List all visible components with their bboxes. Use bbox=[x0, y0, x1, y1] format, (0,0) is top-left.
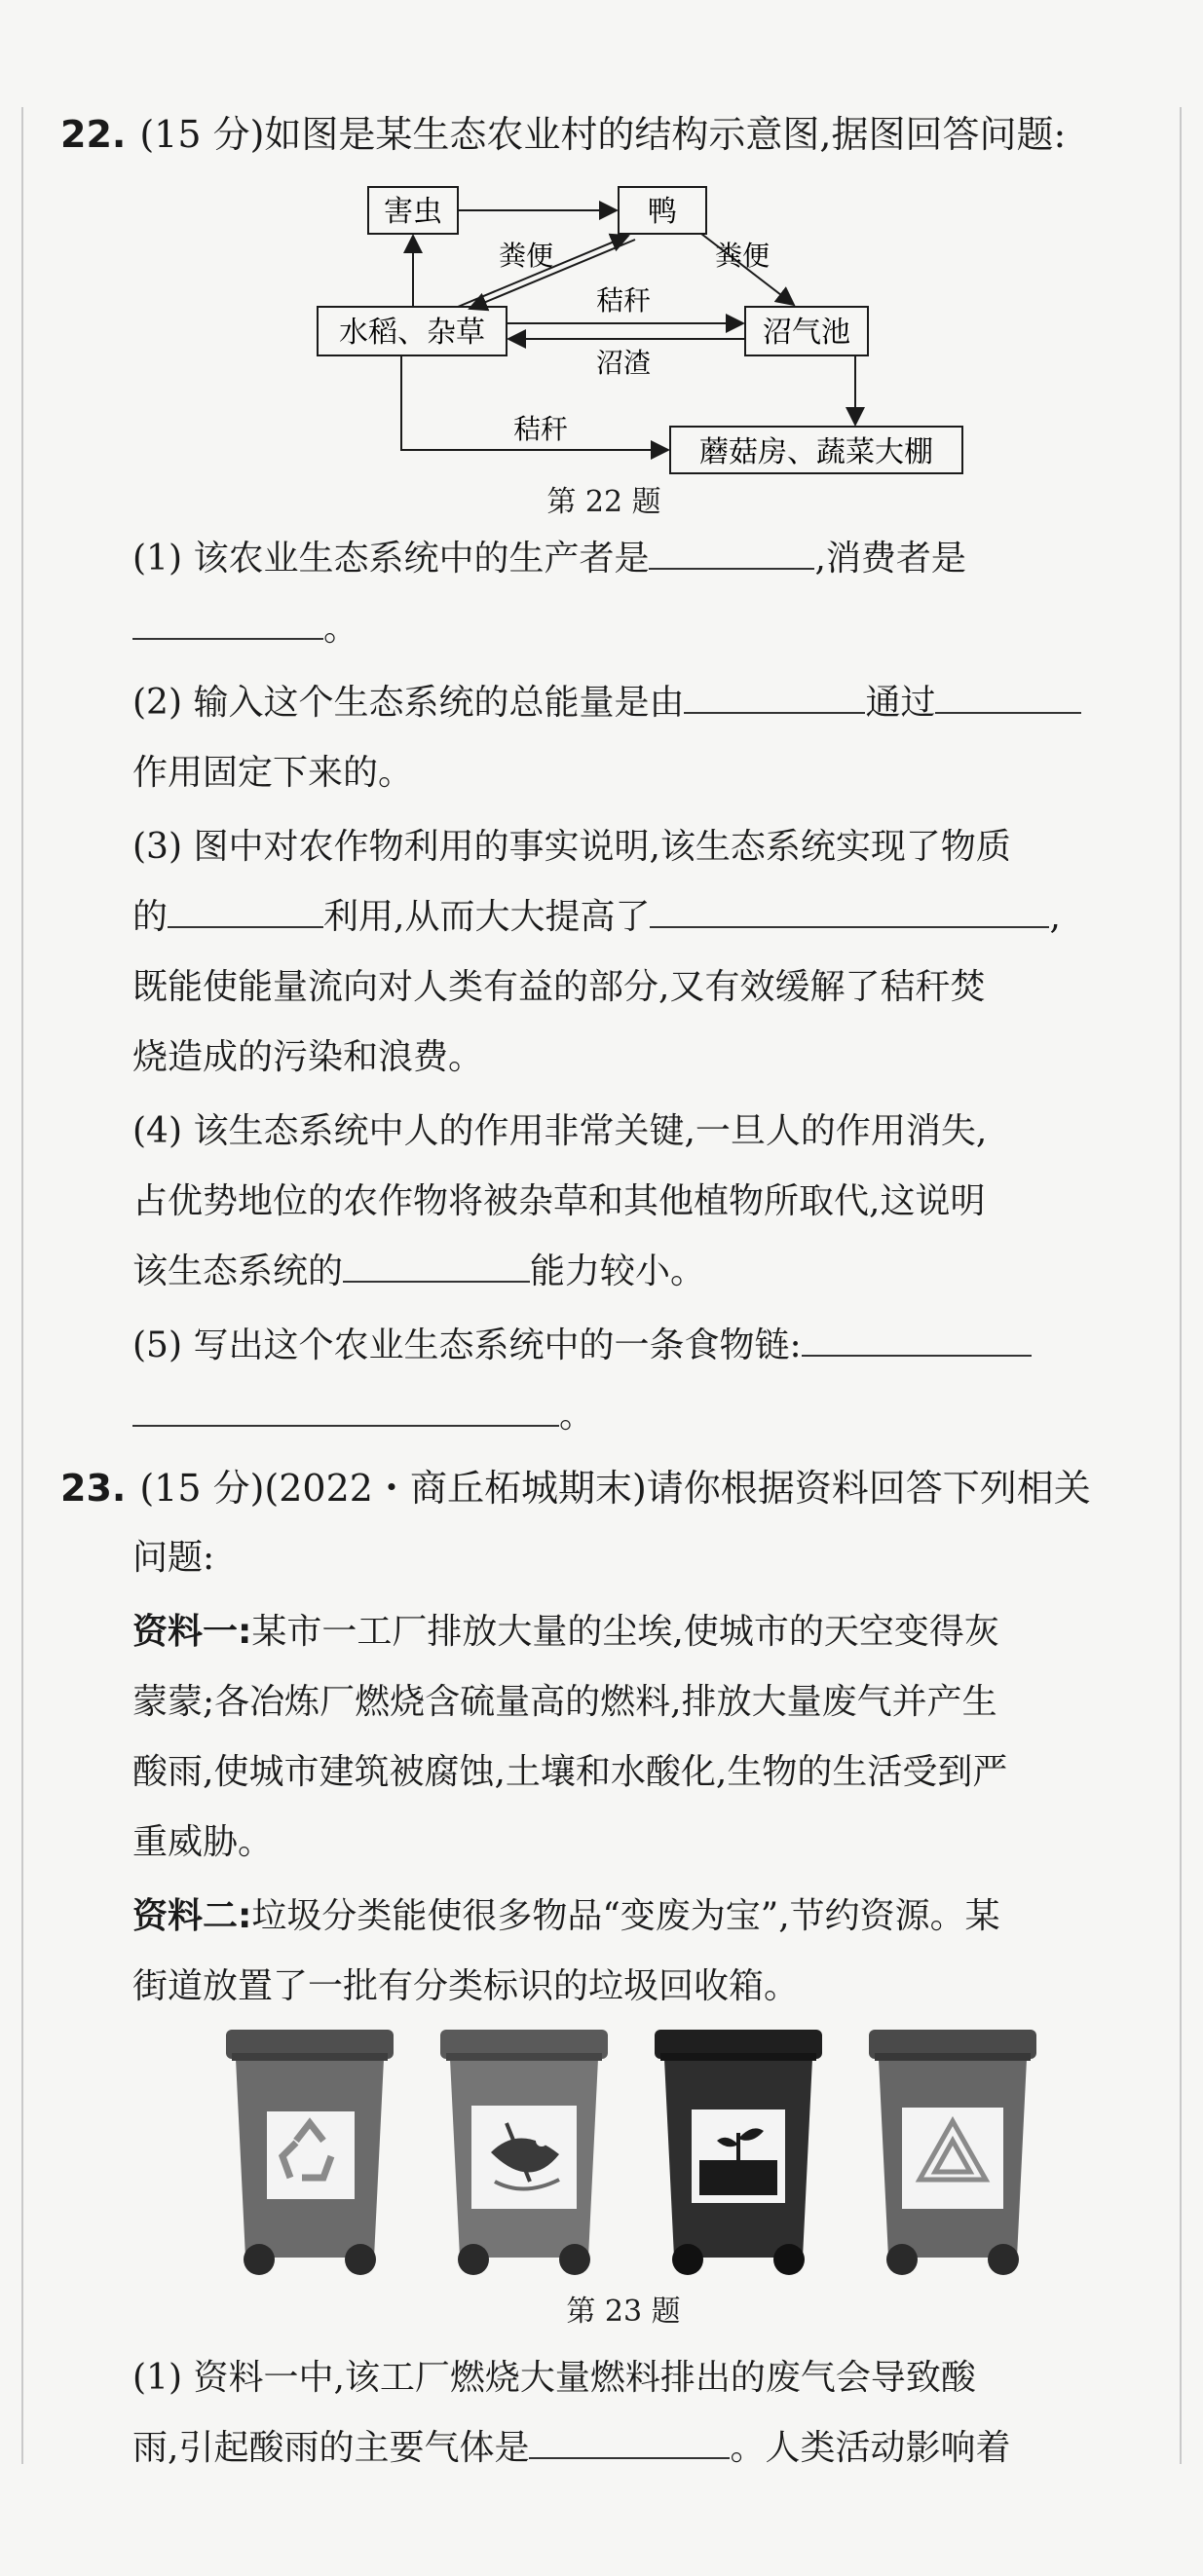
material-1-l2: 蒙蒙;各冶炼厂燃烧含硫量高的燃料,排放大量废气并产生 bbox=[132, 1682, 997, 1722]
answer-blank-acid-gas[interactable] bbox=[529, 2428, 730, 2459]
answer-blank-consumer[interactable] bbox=[132, 609, 323, 640]
material-2-label: 资料二: bbox=[132, 1896, 252, 1936]
q22-sub2: (2) 输入这个生态系统的总能量是由 通过 bbox=[132, 678, 1081, 728]
q22-sub3-l3: 既能使能量流向对人类有益的部分,又有效缓解了秸秆焚 bbox=[132, 967, 986, 1007]
diagram-rice: 水稻、杂草 bbox=[339, 316, 485, 350]
right-margin-line bbox=[1180, 107, 1182, 2464]
q22-stem: (15 分)如图是某生态农业村的结构示意图,据图回答问题: bbox=[139, 113, 1067, 156]
q22-sub5-cont: 。 bbox=[132, 1391, 594, 1441]
diagram-duck: 鸭 bbox=[648, 195, 677, 229]
q22-header bbox=[60, 107, 1142, 162]
q23-caption: 第 23 题 bbox=[566, 2295, 681, 2329]
answer-blank-food-chain-1[interactable] bbox=[802, 1325, 1032, 1357]
label-residue: 沼渣 bbox=[595, 347, 652, 379]
diagram-biogas: 沼气池 bbox=[763, 316, 850, 350]
label-straw-1: 秸秆 bbox=[595, 284, 652, 317]
q22-sub4-l1: (4) 该生态系统中人的作用非常关键,一旦人的作用消失, bbox=[132, 1111, 988, 1151]
q23-stem-cont: 问题: bbox=[132, 1538, 215, 1578]
q22-sub4-l2: 占优势地位的农作物将被杂草和其他植物所取代,这说明 bbox=[132, 1181, 986, 1221]
material-1-l4: 重威胁。 bbox=[132, 1822, 274, 1862]
answer-blank-producer[interactable] bbox=[649, 539, 814, 570]
q22-sub1: (1) 该农业生态系统中的生产者是 ,消费者是 bbox=[132, 539, 966, 579]
label-feces-1: 粪便 bbox=[498, 240, 554, 272]
bin-recyclable bbox=[222, 2026, 397, 2279]
q22-number: 22. bbox=[60, 113, 127, 156]
q22-sub1-cont: 。 bbox=[132, 604, 358, 654]
q23-sub1-l1: (1) 资料一中,该工厂燃烧大量燃料排出的废气会导致酸 bbox=[132, 2358, 976, 2398]
label-feces-2: 粪便 bbox=[714, 240, 771, 272]
q22-sub5: (5) 写出这个农业生态系统中的一条食物链: bbox=[132, 1321, 1032, 1371]
material-1-label: 资料一: bbox=[132, 1612, 252, 1652]
q22-sub3-l2: 的 利用,从而大大提高了 , bbox=[132, 897, 1061, 937]
diagram-mushroom: 蘑菇房、蔬菜大棚 bbox=[699, 435, 933, 469]
q23-stem: (15 分)(2022・商丘柘城期末)请你根据资料回答下列相关 bbox=[139, 1467, 1091, 1510]
q22-diagram bbox=[292, 175, 974, 487]
left-margin-line bbox=[21, 107, 23, 2464]
label-straw-2: 秸秆 bbox=[512, 413, 569, 445]
bin-kitchen bbox=[436, 2026, 612, 2279]
answer-blank-process[interactable] bbox=[935, 683, 1081, 714]
q22-sub3-l1: (3) 图中对农作物利用的事实说明,该生态系统实现了物质 bbox=[132, 827, 1011, 867]
answer-blank-self-regulation[interactable] bbox=[343, 1251, 530, 1283]
diagram-pest: 害虫 bbox=[384, 195, 442, 229]
answer-blank-food-chain-2[interactable] bbox=[132, 1396, 559, 1427]
material-2-l1: 资料二:垃圾分类能使很多物品“变废为宝”,节约资源。某 bbox=[132, 1896, 1000, 1936]
answer-blank-material-use[interactable] bbox=[168, 897, 323, 928]
q23-sub1-l2: 雨,引起酸雨的主要气体是 。人类活动影响着 bbox=[132, 2428, 1011, 2468]
q22-sub2-cont: 作用固定下来的。 bbox=[132, 753, 414, 793]
q23-number: 23. bbox=[60, 1467, 127, 1510]
material-1-l1: 资料一:某市一工厂排放大量的尘埃,使城市的天空变得灰 bbox=[132, 1612, 999, 1652]
q23-header bbox=[60, 1461, 1142, 1515]
q22-sub4-l3: 该生态系统的 能力较小。 bbox=[132, 1251, 706, 1291]
q22-sub3-l4: 烧造成的污染和浪费。 bbox=[132, 1037, 484, 1077]
q22-caption: 第 22 题 bbox=[546, 485, 661, 519]
answer-blank-efficiency[interactable] bbox=[650, 897, 1049, 928]
bin-hazardous bbox=[651, 2026, 826, 2279]
bin-other bbox=[865, 2026, 1040, 2279]
material-2-l2: 街道放置了一批有分类标识的垃圾回收箱。 bbox=[132, 1966, 800, 2006]
answer-blank-energy-source[interactable] bbox=[684, 683, 865, 714]
material-1-l3: 酸雨,使城市建筑被腐蚀,土壤和水酸化,生物的生活受到严 bbox=[132, 1752, 1008, 1792]
